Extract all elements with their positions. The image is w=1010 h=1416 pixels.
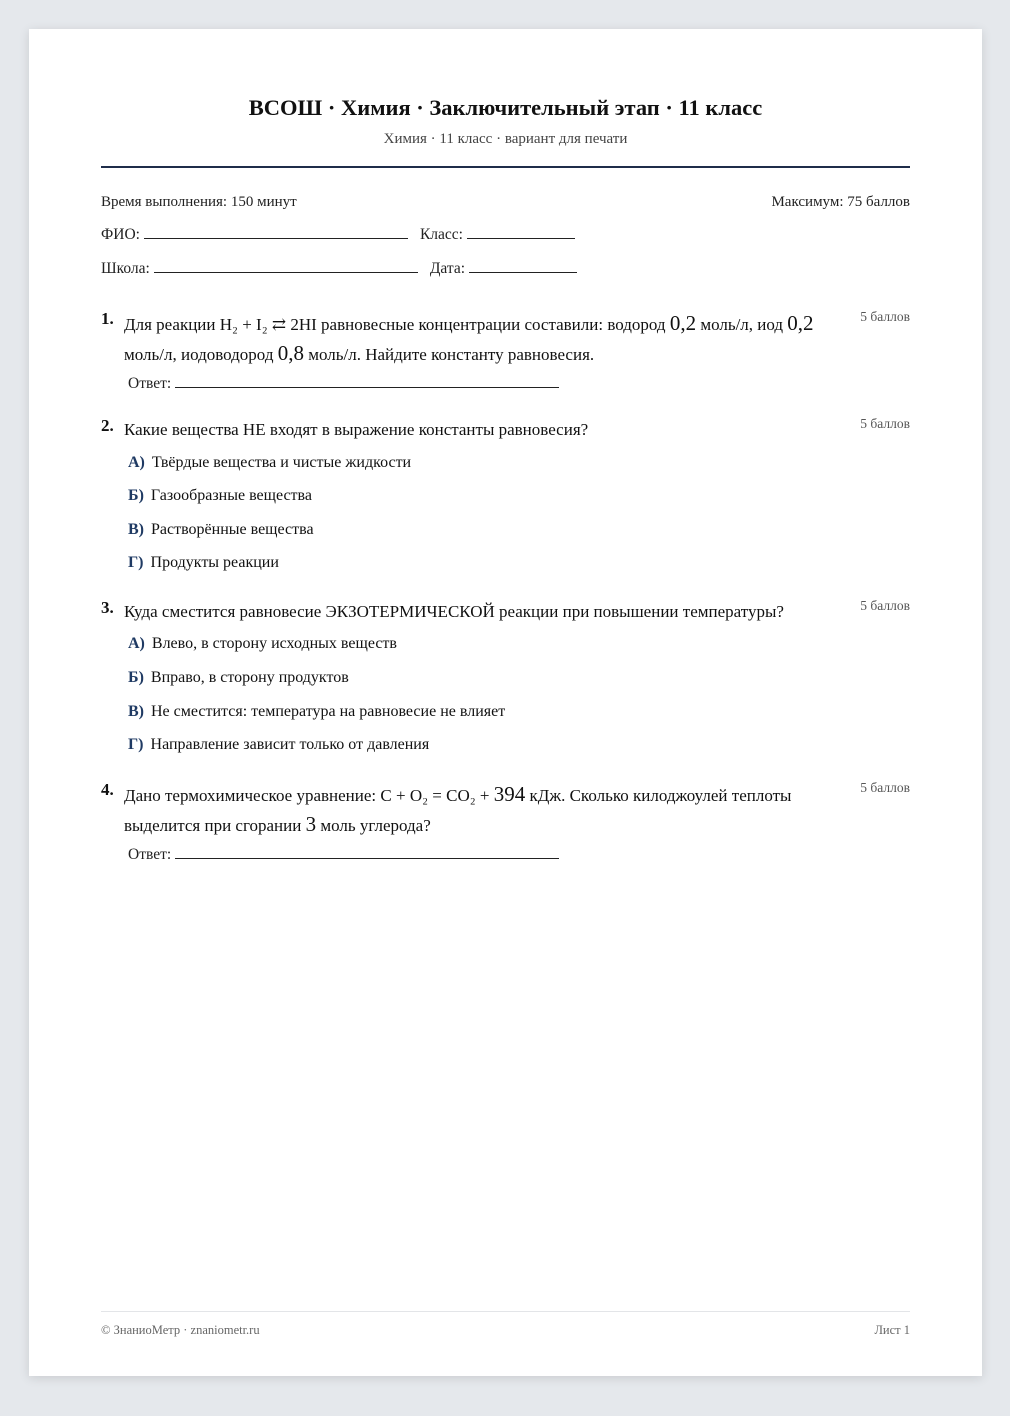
answer-label: Ответ: — [128, 846, 172, 863]
option-d[interactable] — [128, 736, 429, 754]
question-text — [124, 309, 836, 369]
footer-page-number: Лист 1 — [874, 1323, 910, 1337]
header-divider — [101, 166, 910, 168]
question-text-part: Дано термохимическое уравнение: C + O₂ = CO₂ + — [124, 786, 494, 805]
option-a[interactable] — [128, 454, 411, 472]
school-date-row — [101, 260, 589, 278]
option-text: Газообразные вещества — [150, 487, 312, 504]
footer-divider — [101, 1311, 910, 1312]
question-number-value: 0,2 — [787, 311, 814, 335]
question-text — [124, 780, 836, 840]
question-points: 5 баллов — [860, 780, 910, 795]
page-title: ВСОШ · Химия · Заключительный этап · 11 класс — [248, 95, 763, 120]
option-text: Растворённые вещества — [151, 521, 314, 538]
question-number-value: 0,8 — [277, 341, 304, 365]
time-limit: Время выполнения: 150 минут — [101, 194, 297, 210]
answer-line[interactable] — [175, 387, 559, 388]
option-text: Вправо, в сторону продуктов — [150, 669, 349, 686]
question-number: 3. — [101, 598, 114, 617]
question-number: 2. — [101, 416, 114, 435]
class-label: Класс: — [419, 226, 463, 243]
option-text: Не сместится: температура на равновесие не влияет — [151, 703, 506, 720]
school-field-line[interactable] — [154, 272, 418, 273]
option-letter: Г) — [128, 736, 144, 753]
option-letter: Г) — [128, 554, 144, 571]
footer-copyright: © ЗнаниоМетр · znaniometr.ru — [101, 1323, 260, 1337]
option-text: Направление зависит только от давления — [150, 736, 430, 753]
question-text-part: моль/л. Найдите константу равновесия. — [303, 345, 595, 364]
question-text-part: кДж. Сколько килоджоулей теплоты выделится при сгорании — [124, 786, 792, 835]
question-number: 4. — [101, 780, 114, 799]
option-letter: Б) — [128, 669, 144, 686]
question-text-part: моль/л, иодоводород — [124, 345, 278, 364]
option-c[interactable] — [128, 703, 505, 721]
answer-line[interactable] — [175, 858, 559, 859]
question-text-part: моль/л, иод — [696, 315, 788, 334]
question-number-value: 3 — [305, 812, 317, 836]
answer-row — [128, 375, 559, 393]
option-b[interactable] — [128, 669, 349, 687]
question-number: 1. — [101, 309, 114, 328]
option-letter: В) — [128, 521, 144, 538]
option-b[interactable] — [128, 487, 312, 505]
option-letter: А) — [128, 454, 145, 471]
question-text-part: Для реакции H₂ + I₂ ⇄ 2HI равновесные концентрации составили: водород — [124, 315, 670, 334]
option-d[interactable] — [128, 554, 279, 572]
question-points: 5 баллов — [860, 416, 910, 431]
question-number-value: 0,2 — [669, 311, 697, 335]
question-number-value: 394 — [493, 782, 526, 806]
question-text: Какие вещества НЕ входят в выражение константы равновесия? — [124, 420, 589, 439]
exam-sheet — [29, 29, 982, 1376]
question-points: 5 баллов — [860, 598, 910, 613]
max-score: Максимум: 75 баллов — [771, 194, 910, 210]
question-text-part: моль углерода? — [316, 816, 431, 835]
date-field-line[interactable] — [469, 272, 577, 273]
question-text: Куда сместится равновесие ЭКЗОТЕРМИЧЕСКОЙ реакции при повышении температуры? — [124, 602, 784, 621]
option-letter: Б) — [128, 487, 144, 504]
name-label: ФИО: — [101, 226, 140, 243]
date-label: Дата: — [429, 260, 466, 277]
question-points: 5 баллов — [860, 309, 910, 324]
answer-label: Ответ: — [128, 375, 172, 392]
option-text: Твёрдые вещества и чистые жидкости — [151, 454, 412, 471]
option-letter: А) — [128, 635, 145, 652]
answer-row — [128, 846, 559, 864]
option-text: Продукты реакции — [150, 554, 279, 571]
name-field-line[interactable] — [144, 238, 408, 239]
school-label: Школа: — [101, 260, 150, 277]
page-subtitle: Химия · 11 класс · вариант для печати — [383, 131, 628, 147]
option-text: Влево, в сторону исходных веществ — [151, 635, 397, 652]
class-field-line[interactable] — [467, 238, 575, 239]
name-class-row — [101, 226, 587, 244]
option-c[interactable] — [128, 521, 314, 539]
option-letter: В) — [128, 703, 144, 720]
option-a[interactable] — [128, 635, 397, 653]
